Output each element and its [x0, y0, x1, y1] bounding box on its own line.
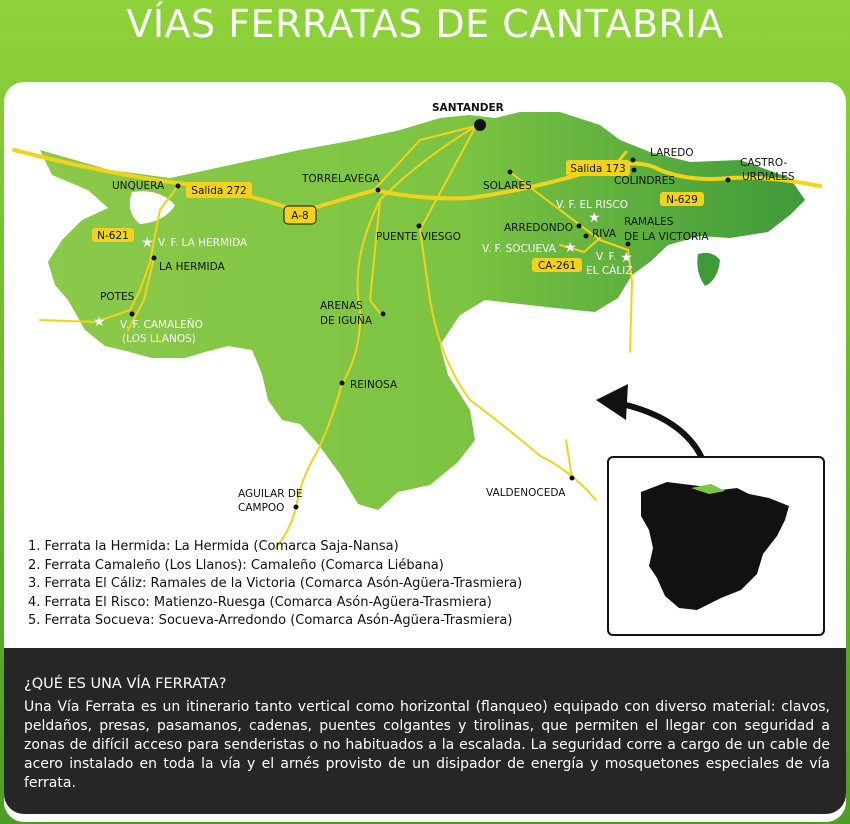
colindres-label: COLINDRES	[614, 175, 676, 187]
n621-label: N-621	[97, 230, 129, 242]
arenas-marker	[381, 312, 386, 317]
riva-label: RIVA	[592, 228, 617, 240]
laredo-label: LAREDO	[650, 147, 694, 159]
socueva-star-icon: ★	[564, 240, 577, 256]
info-title: ¿QUÉ ES UNA VÍA FERRATA?	[24, 676, 227, 692]
legend-item: 1. Ferrata la Hermida: La Hermida (Comarca Saja-Nansa)	[28, 539, 399, 554]
a8-label: A-8	[291, 210, 309, 222]
n629-label: N-629	[666, 194, 698, 206]
caliz-star-icon: ★	[620, 250, 633, 266]
santander-marker	[474, 119, 486, 131]
ferrata-caliz-label-1: V. F.	[596, 251, 617, 263]
arenas-label-1: ARENAS	[320, 300, 363, 312]
eastern-enclave	[697, 253, 720, 286]
salida-272-label: Salida 272	[191, 185, 247, 197]
reinosa-marker	[340, 381, 345, 386]
ferrata-socueva-label: V. F. SOCUEVA	[482, 243, 556, 255]
arrow-head-icon	[596, 384, 628, 420]
colindres-marker	[632, 168, 637, 173]
legend-item: 2. Ferrata Camaleño (Los Llanos): Camaleño (Comarca Liébana)	[28, 557, 444, 573]
solares-label: SOLARES	[483, 180, 532, 192]
castro-marker	[726, 178, 731, 183]
info-box	[4, 648, 846, 814]
torrelavega-marker	[376, 188, 381, 193]
aguilar-marker	[294, 505, 299, 510]
unquera-label: UNQUERA	[112, 180, 165, 192]
ca261-label: CA-261	[537, 260, 577, 272]
unquera-marker	[176, 184, 181, 189]
valdenoceda-marker	[570, 476, 575, 481]
ferrata-camaleno-label-1: V. F. CAMALEÑO	[120, 319, 203, 331]
spain-silhouette	[609, 458, 823, 634]
castro-label-1: CASTRO-	[740, 157, 788, 169]
santander-label: SANTANDER	[432, 102, 504, 114]
cantabria-region	[40, 112, 805, 510]
ferrata-risco-label: V. F. EL RISCO	[556, 199, 629, 211]
aguilar-label-1: AGUILAR DE	[238, 488, 303, 500]
solares-marker	[508, 170, 513, 175]
ferrata-hermida-label: V. F. LA HERMIDA	[158, 237, 248, 249]
ferrata-camaleno-label-2: (LOS LLANOS)	[122, 333, 196, 345]
ferrata-caliz-label-2: EL CÁLIZ	[586, 265, 633, 277]
hermida-star-icon: ★	[141, 235, 154, 251]
torrelavega-label: TORRELAVEGA	[302, 173, 380, 185]
ramales-label-1: RAMALES	[624, 216, 674, 228]
salida-173-label: Salida 173	[570, 163, 626, 175]
puente-viesgo-label: PUENTE VIESGO	[376, 231, 461, 243]
arredondo-label: ARREDONDO	[504, 222, 573, 234]
legend-item: 4. Ferrata El Risco: Matienzo-Ruesga (Comarca Asón-Agüera-Trasmiera)	[28, 594, 492, 610]
ramales-label-2: DE LA VICTORIA	[624, 231, 709, 243]
castro-label-2: URDIALES	[742, 171, 795, 183]
aguilar-label-2: CAMPOO	[238, 502, 285, 514]
potes-marker	[130, 312, 135, 317]
arredondo-marker	[577, 224, 582, 229]
la-hermida-label: LA HERMIDA	[159, 261, 225, 273]
risco-star-icon: ★	[588, 210, 601, 226]
la-hermida-marker	[152, 256, 157, 261]
camaleno-star-icon: ★	[93, 314, 106, 330]
riva-marker	[584, 234, 589, 239]
arenas-label-2: DE IGUÑA	[320, 315, 373, 327]
valdenoceda-label: VALDENOCEDA	[486, 487, 566, 499]
info-text: Una Vía Ferrata es un itinerario tanto vertical como horizontal (flanqueo) equipado con diverso material: clavos, peldaños, presas, pasamanos, cadenas, puentes colgantes y tirolinas, que permiten el llegar con seguridad a zonas de difícil acceso para senderistas o no habituados a la escalada. La seguridad corre a cargo de un cable de acero instalado en toda la vía y el arnés provisto de un disipador de energía y mosquetones especiales de vía ferrata.	[24, 699, 830, 791]
legend-item: 3. Ferrata El Cáliz: Ramales de la Victoria (Comarca Asón-Agüera-Trasmiera)	[28, 576, 523, 591]
potes-label: POTES	[100, 291, 135, 303]
spain-shape	[641, 482, 789, 610]
spain-inset-map	[607, 456, 825, 636]
legend-item: 5. Ferrata Socueva: Socueva-Arredondo (Comarca Asón-Agüera-Trasmiera)	[28, 613, 513, 628]
page-title: VÍAS FERRATAS DE CANTABRIA	[126, 2, 724, 46]
reinosa-label: REINOSA	[350, 379, 398, 391]
ferrata-legend	[28, 538, 522, 631]
laredo-marker	[631, 158, 636, 163]
puente-viesgo-marker	[417, 224, 422, 229]
